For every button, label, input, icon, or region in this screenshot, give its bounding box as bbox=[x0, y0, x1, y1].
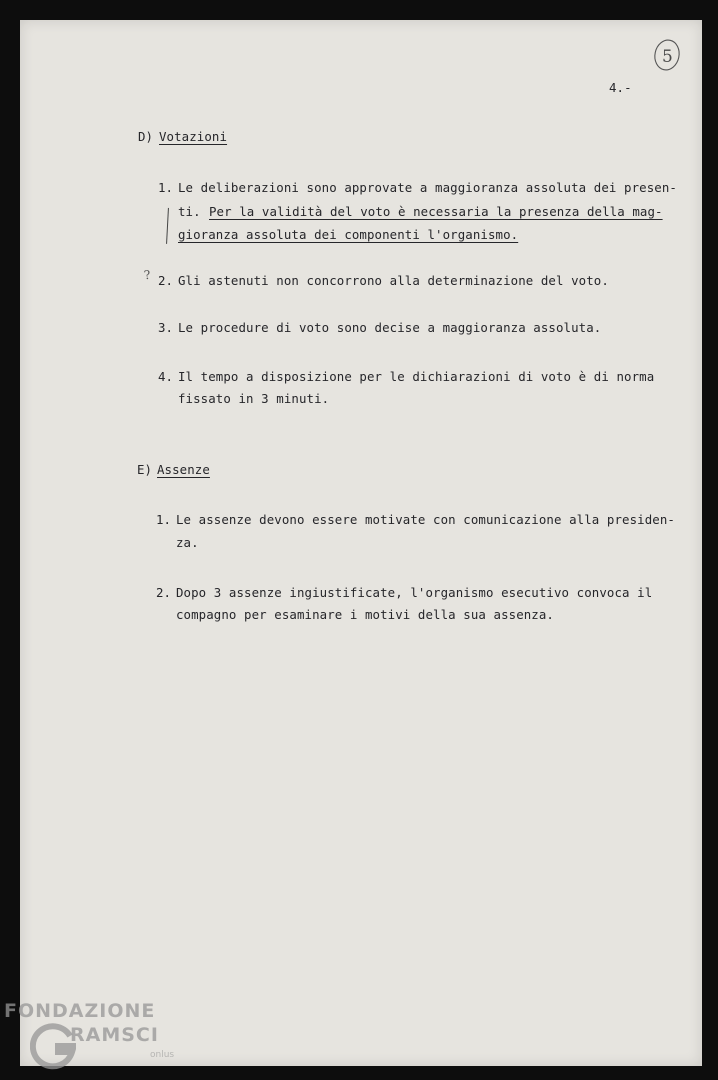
e-item-2-num: 2. bbox=[156, 585, 172, 600]
d-item-1-line-1: Le deliberazioni sono approvate a maggioranza assoluta dei presen- bbox=[178, 180, 677, 195]
section-e-heading: Assenze bbox=[157, 462, 210, 477]
d-item-4-line-1: Il tempo a disposizione per le dichiarazioni di voto è di norma bbox=[178, 369, 655, 384]
page-number: 4.- bbox=[609, 80, 632, 95]
d-item-1-line-3-underlined: gioranza assoluta dei componenti l'organismo. bbox=[178, 227, 519, 242]
e-item-1-num: 1. bbox=[156, 512, 172, 527]
handwritten-number: 5 bbox=[662, 47, 673, 67]
d-item-1-line-2-underlined: Per la validità del voto è necessaria la presenza della mag- bbox=[209, 204, 663, 219]
document-page bbox=[20, 20, 702, 1066]
e-item-1-line-1: Le assenze devono essere motivate con comunicazione alla presiden- bbox=[176, 512, 675, 527]
d-item-3-line-1: Le procedure di voto sono decise a maggioranza assoluta. bbox=[178, 320, 602, 335]
section-d-letter: D) bbox=[138, 129, 154, 144]
d-item-4-line-2: fissato in 3 minuti. bbox=[178, 391, 330, 406]
d-item-1-line-2-prefix: ti. bbox=[178, 204, 201, 219]
section-e-letter: E) bbox=[137, 462, 153, 477]
watermark-line-1: FONDAZIONE bbox=[4, 1000, 156, 1022]
e-item-1-line-2: za. bbox=[176, 535, 199, 550]
e-item-2-line-1: Dopo 3 assenze ingiustificate, l'organismo esecutivo convoca il bbox=[176, 585, 653, 600]
d-item-2-num: 2. bbox=[158, 273, 174, 288]
d-item-3-num: 3. bbox=[158, 320, 174, 335]
fondazione-gramsci-watermark bbox=[4, 1000, 184, 1070]
d-item-2-line-1: Gli astenuti non concorrono alla determinazione del voto. bbox=[178, 273, 609, 288]
watermark-line-2: RAMSCI bbox=[70, 1024, 159, 1046]
e-item-2-line-2: compagno per esaminare i motivi della sua assenza. bbox=[176, 607, 554, 622]
d-item-1-num: 1. bbox=[158, 180, 174, 195]
section-d-heading: Votazioni bbox=[159, 129, 228, 144]
margin-question-mark: ? bbox=[143, 267, 152, 283]
handwritten-page-number-stamp bbox=[652, 38, 682, 72]
watermark-suffix: onlus bbox=[150, 1050, 175, 1060]
d-item-4-num: 4. bbox=[158, 369, 174, 384]
